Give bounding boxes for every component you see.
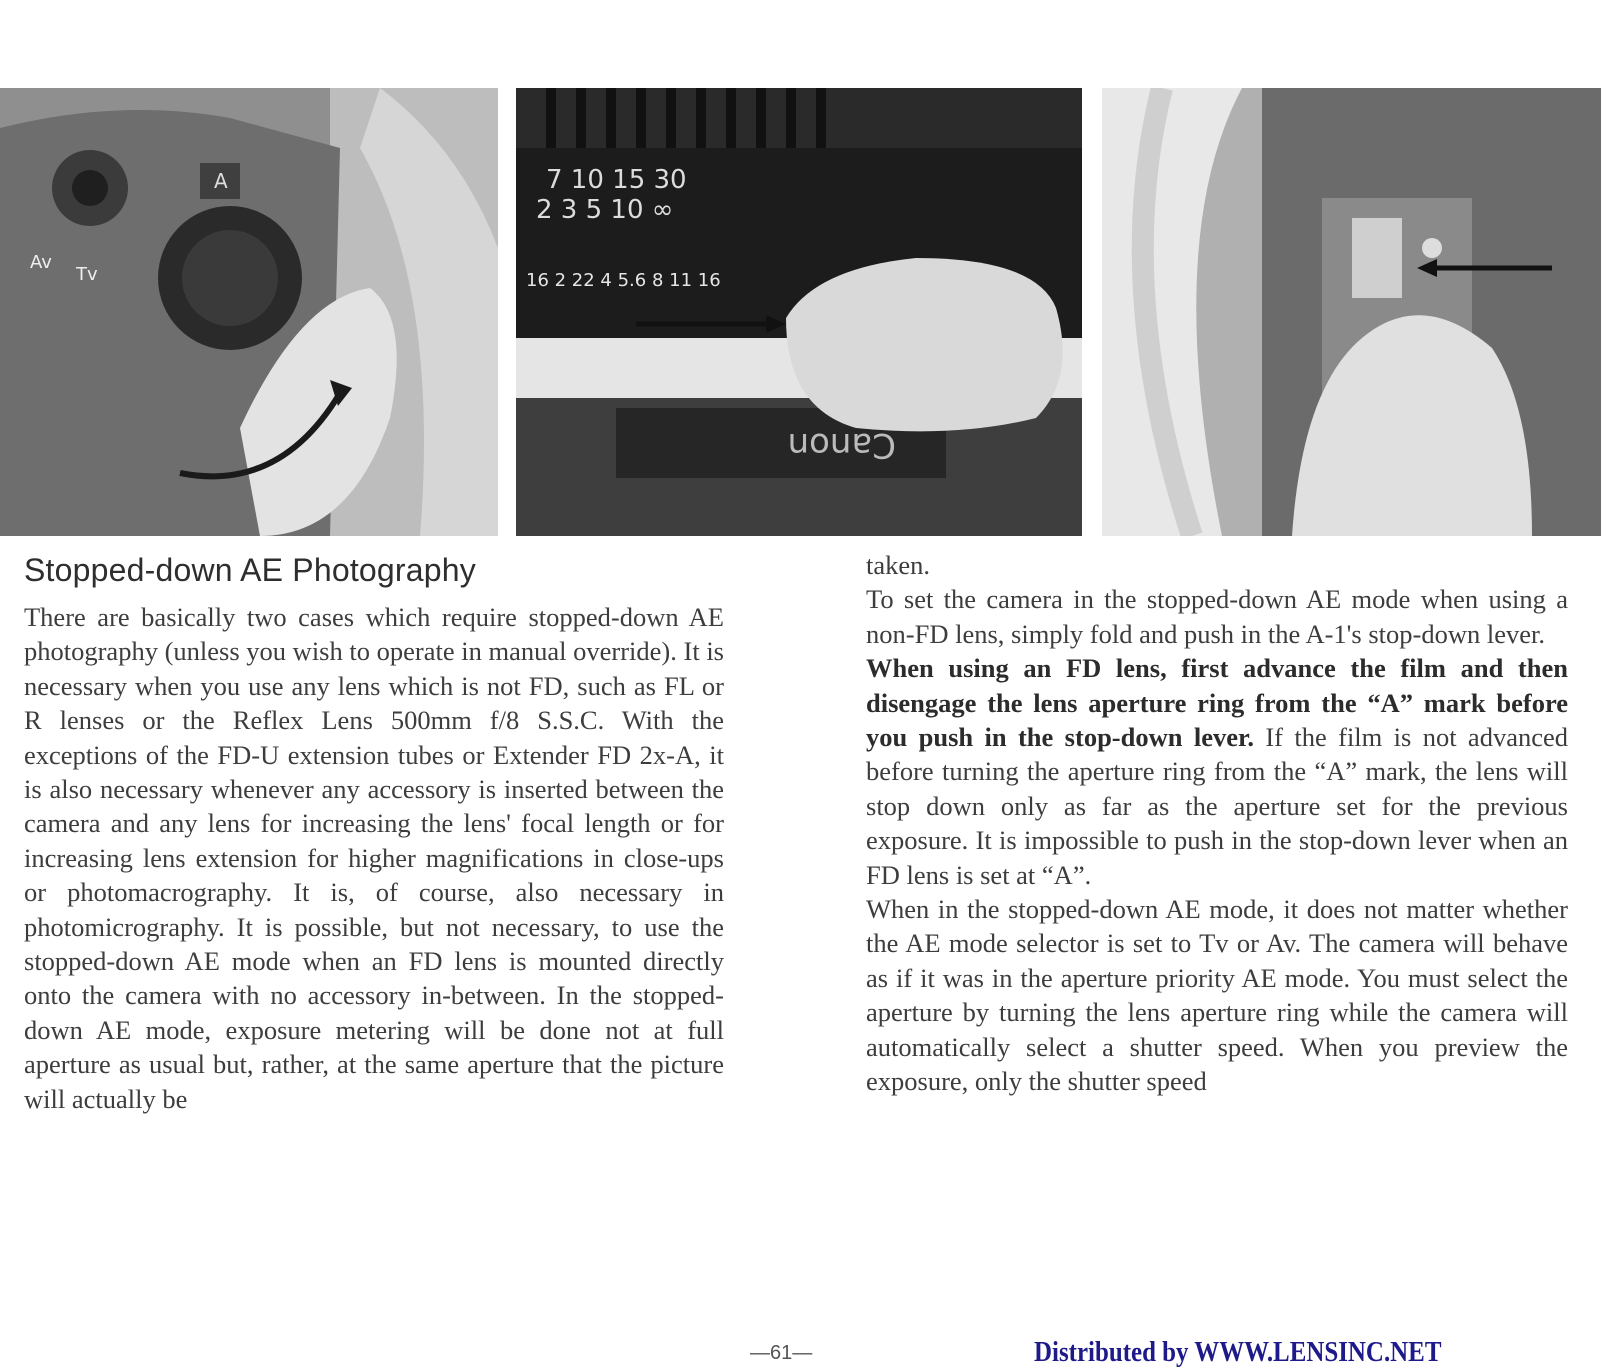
body-paragraph-non-fd: To set the camera in the stopped-down AE mode when using a non-FD lens, simply fold and push in the A-1's stop-down lever. [866, 584, 1568, 649]
svg-text:Av: Av [30, 252, 52, 273]
fd-lens-note: If the film is not advanced before turning the aperture ring from the “A” mark, the lens will stop down only as far as the aperture set for the previous exposure. It is impossible to push in the stop-down lever when an FD lens is set at “A”. [866, 722, 1568, 890]
body-paragraph-mode-selector: When in the stopped-down AE mode, it does not matter whether the AE mode selector is set to Tv or Av. The camera will behave as if it was in the aperture priority AE mode. You must select the aperture by turning the lens aperture ring while the camera will automatically select a shutter speed. When you preview the exposure, only the shutter speed [866, 894, 1568, 1097]
distance-scale-feet: 7 10 15 30 [546, 165, 687, 195]
camera-top-illustration [0, 88, 498, 536]
body-paragraph-continuation: taken. [866, 550, 931, 580]
body-paragraph: There are basically two cases which require stopped-down AE photography (unless you wish to operate in manual override). It is necessary when you use any lens which is not FD, such as FL or R lenses or the Reflex Lens 500mm f/8 S.S.C. With the exceptions of the FD-U extension tubes or Extender FD 2x-A, it is also necessary whenever any accessory is inserted between the camera and any lens for increasing the lens' focal length or for increasing lens extension for higher magnifications in close-ups or photomacrography. It is, of course, also necessary in photomicrography. It is possible, but not necessary, to use the stopped-down AE mode when an FD lens is mounted directly onto the camera with no accessory in-between. In the stopped-down AE mode, exposure metering will be done not at full aperture as usual but, rather, at the same aperture that the picture will actually be [24, 602, 724, 1114]
right-text-column [866, 548, 1568, 1099]
camera-front-illustration [1102, 88, 1601, 536]
distance-scale-meters: 2 3 5 10 ∞ [536, 195, 674, 225]
svg-text:A: A [214, 169, 228, 193]
page-number: —61— [750, 1342, 813, 1364]
photo-lens-aperture-ring [516, 88, 1082, 536]
svg-text:Tv: Tv [76, 264, 98, 285]
distributor-credit: Distributed by WWW.LENSINC.NET [1034, 1336, 1442, 1368]
lens-illustration [516, 88, 1082, 536]
fd-lens-instruction: When using an FD lens, first advance the film and then disengage the lens aperture ring from the “A” mark before you push in the stop-down lever. [866, 653, 1568, 753]
canon-lettering: Canon [787, 425, 896, 465]
body-paragraph-fd-lens [866, 651, 1568, 892]
photo-stop-down-lever-fold [0, 88, 498, 536]
aperture-scale: 16 2 22 4 5.6 8 11 16 [526, 270, 721, 291]
photo-stop-down-lever-push [1102, 88, 1601, 536]
section-heading: Stopped-down AE Photography [24, 552, 476, 588]
left-text-column [24, 600, 724, 1116]
